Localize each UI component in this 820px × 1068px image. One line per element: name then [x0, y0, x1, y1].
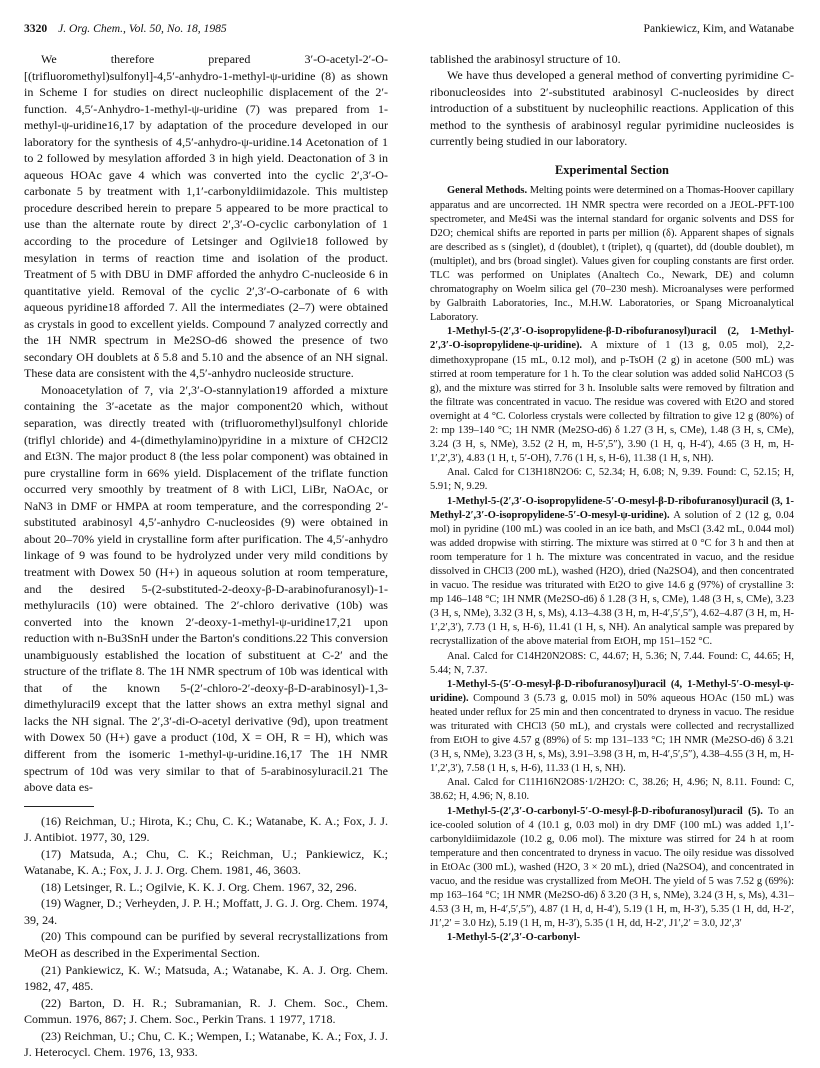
experimental-body: Anal. Calcd for C14H20N2O8S: C, 44.67; H, 5.36; N, 7.44. Found: C, 44.65; H, 5.44; N, 7.37. [430, 650, 794, 676]
footnote: (16) Reichman, U.; Hirota, K.; Chu, C. K.; Watanabe, K. A.; Fox, J. J. J. Antibiot. 1977, 30, 129. [24, 813, 388, 845]
experimental-section [430, 184, 794, 945]
right-column [430, 51, 794, 946]
body-paragraph: Monoacetylation of 7, via 2′,3′-O-stannylation19 afforded a mixture containing the 3′-acetate as the major component20 which, without separation, was directly treated with (trifluoromethyl)sulfonyl chloride (triflyl chloride) and 4-(dimethylamino)pyridine in a mixture of CH2Cl2 and Et3N. The major product 8 (the less polar component) was obtained in pure crystalline form in 66% yield. Displacement of the triflate function occurred very smoothly by treatment of 8 with LiCl, LiBr, NaOAc, or NaN3 in DMF or HMPA at room temperature, and the corresponding 2′-substituted arabinosyl 4,5′-anhydro C-nucleosides (9) were obtained in about 20–70% yield in crystalline form after purification. The 4,5′-anhydro linkage of 9 was found to be hydrolyzed under very mild conditions by treatment with Dowex 50 (H+) in aqueous solution at room temperature, and the desired 5-(2-substituted-2-deoxy-β-D-arabinofuranosyl)-1-methyluracils (10) were obtained. The 2′-chloro derivative (10b) was converted into the known 2′-deoxy-1-methyl-ψ-uridine17,21 upon reduction with n-Bu3SnH under the Barton's conditions.22 This conversion unambiguously established the location of substituent at C-2′ and the structure of the triflate 8. The 1H NMR spectrum of 10b was identical with that of the known 5-(2′-chloro-2′-deoxy-β-D-arabinosyl)-1,3-dimethyluracil9 except that the latter shows an extra methyl signal and lacks the NH signal. The 2′,3′-di-O-acetyl derivative (9d), upon treatment with Dowex 50 (H+) gave a product (10d, X = OH, R = H), which was different from the isomeric 1-methyl-ψ-uridine.16,17 The 1H NMR spectrum of 10d was very similar to that of 5-arabinosyluracil.21 The above data es- [24, 382, 388, 795]
header-authors: Pankiewicz, Kim, and Watanabe [643, 22, 794, 35]
experimental-paragraph [430, 495, 794, 650]
experimental-paragraph [430, 805, 794, 932]
experimental-body: Anal. Calcd for C13H18N2O6: C, 52.34; H, 6.08; N, 9.39. Found: C, 52.15; H, 5.91; N, 9.29. [430, 467, 794, 493]
footnote: (17) Matsuda, A.; Chu, C. K.; Reichman, U.; Pankiewicz, K.; Watanabe, K. A.; Fox, J. J. J. Org. Chem. 1981, 46, 3603. [24, 846, 388, 878]
running-header [24, 22, 794, 40]
footnote: (19) Wagner, D.; Verheyden, J. P. H.; Moffatt, J. G. J. Org. Chem. 1974, 39, 24. [24, 896, 388, 927]
page-number: 3320 [24, 22, 48, 35]
experimental-paragraph [430, 678, 794, 777]
experimental-paragraph [430, 931, 794, 945]
experimental-body: To an ice-cooled solution of 4 (10.1 g, 0.03 mol) in dry DMF (100 mL) was added 1,1′-carbonyldiimidazole (10.2 g, 0.06 mol). The mixture was stirred for 24 h at room temperature and then concentrated to dryness in vacuo. The oily residue was dissolved in EtOAc (300 mL), washed (H2O, 3 × 20 mL), dried (Na2SO4), and concentrated in vacuo, and the residue was crystallized from MeOH. The yield of 5 was 7.52 g (69%): mp 163–164 °C; 1H NMR (Me2SO-d6) δ 3.20 (3 H, s, NMe), 3.24 (3 H, s, Ms), 4.31–4.53 (3 H, m, H-4′,5′,5″), 4.87 (1 H, d, H-4′), 5.19 (1 H, m, H-3′), 5.35 (1 H, dd, H-2′, J1′,2′ = 3.0 Hz), 5.19 (1 H, m, H-3′), 5.35 (1 H, dd, H-2′, J1′,2′ = 3.0, J2′,3′ [430, 805, 794, 930]
section-title: Experimental Section [555, 163, 669, 178]
experimental-body: A solution of 2 (12 g, 0.04 mol) in pyridine (100 mL) was cooled in an ice bath, and MsCl (3.42 mL, 0.044 mol) was added dropwise with stirring. The mixture was stirred at 0 °C for 3 h and then at room temperature for 1 h. The mixture was concentrated in vacuo, and the residue dissolved in CHCl3 (200 mL), washed (H2O), dried (Na2SO4), and then concentrated in vacuo. The residue was triturated with Et2O to give 14.6 g (97%) of crystalline 3: mp 146–148 °C; 1H NMR (Me2SO-d6) δ 1.28 (3 H, s, CMe), 1.48 (3 H, s, CMe), 3.23 (3 H, s, NMe), 3.32 (3 H, s, Ms), 4.13–4.38 (3 H, m, H-4′,5′,5″), 4.62–4.87 (3 H, m, H-1′,2′,3′), 7.73 (1 H, s, H-6), 11.41 (1 H, s, NH). An analytical sample was prepared by recrystallization of the above material from EtOH, mp 151–152 °C. [430, 509, 794, 648]
experimental-heading: 1-Methyl-5-(5′-O-mesyl-β-D-ribofuranosyl)uracil (4, 1-Methyl-5′-O-mesyl-ψ-uridine). [430, 678, 794, 704]
experimental-heading: 1-Methyl-5-(2′,3′-O-isopropylidene-β-D-ribofuranosyl)uracil (2, 1-Methyl-2′,3′-O-isopropylidene-ψ-uridine). [430, 326, 794, 352]
experimental-body: Anal. Calcd for C11H16N2O8S·1/2H2O: C, 38.26; H, 4.96; N, 8.11. Found: C, 38.62; H, 4.96; N, 8.10. [430, 777, 794, 803]
experimental-heading: 1-Methyl-5-(2′,3′-O-carbonyl-5′-O-mesyl-β-D-ribofuranosyl)uracil (5). [447, 805, 763, 817]
experimental-paragraph [430, 650, 794, 678]
footnote: (18) Letsinger, R. L.; Ogilvie, K. K. J. Org. Chem. 1967, 32, 296. [41, 879, 357, 894]
body-paragraph: We have thus developed a general method of converting pyrimidine C-ribonucleosides into 2′-substituted arabinosyl C-nucleosides by direct introduction of a substituent by nucleophilic reactions. Application of this method to the synthesis of arabinosyl regular pyrimidine nucleosides is currently being studied in our laboratory. [430, 68, 794, 149]
body-paragraph: We therefore prepared 3′-O-acetyl-2′-O-[(trifluoromethyl)sulfonyl]-4,5′-anhydro-1-methyl-ψ-uridine (8) as shown in Scheme I for studies on direct nucleophilic displacement of the 2′-function. 4,5′-Anhydro-1-methyl-ψ-uridine (7) was prepared from 1-methyl-ψ-uridine16,17 by adaptation of the procedure developed in our laboratory for the synthesis of 4,5′-anhydro-ψ-uridine.14 Acetonation of 1 to 2 followed by mesylation afforded 3 in high yield. Deactonation of 3 in aqueous HOAc gave 4 which was converted into the cyclic 2′,3′-O-carbonate 5 by treatment with 1,1′-carbonyldiimidazole. This multistep procedure described herein to prepare 5 appeared to be more practical to use than the alternate route by direct 2′,3′-O-cyclic carbonylation of 1 according to the procedure of Letsinger and Ogilvie18 followed by mesylation in terms of reaction time and isolation of the product. Treatment of 5 with DBU in DMF afforded the anhydro C-nucleoside 6 in quantitative yield. Removal of the cyclic 2′,3′-O-carbonate of 6 with aqueous pyridine18 afforded 7. All the intermediates (2–7) were obtained as crystals in good to excellent yields. Compound 7 analyzed correctly and the 1H NMR spectrum in Me2SO-d6 showed the presence of two secondary OH doublets at δ 5.8 and 5.10 and the absence of an NH signal. These data are consistent with the 4,5′-anhydro nucleoside structure. [24, 52, 388, 381]
left-column [24, 51, 388, 1061]
experimental-body: Melting points were determined on a Thomas-Hoover capillary apparatus and are uncorrected. 1H NMR spectra were recorded on a JEOL-PFT-100 spectrometer, and Me4Si was the internal standard for organic solvents and DSS for D2O; chemical shifts are reported in parts per million (δ). Apparent shapes of signals are described as s (singlet), d (doublet), t (triplet), q (quartet), dd (double doublet), m (multiplet), and brs (broad singlet). Values given for coupling constants are first order. TLC was performed on Uniplates (Analtech Co., Newark, DE) and column chromatography on Woelm silica gel (70–230 mesh). Microanalyses were performed by Galbraith Laboratories, Inc., M.H.W. Laboratories, or Spang Microanalytical Laboratory. [430, 185, 795, 324]
footnote: (23) Reichman, U.; Chu, C. K.; Wempen, I.; Watanabe, K. A.; Fox, J. J. J. Heterocycl. Chem. 1976, 13, 933. [24, 1028, 388, 1060]
experimental-paragraph [430, 184, 794, 325]
experimental-body: A mixture of 1 (13 g, 0.05 mol), 2,2-dimethoxypropane (15 mL, 0.12 mol), and p-TsOH (2 g) in acetone (500 mL) was stirred at room temperature for 1 h. To the clear solution was added solid NaHCO3 (5 g), and the mixture was stirred for 3 h. Insoluble salts were removed by filtration and the filtrate was concentrated in vacuo. The residue was covered with Et2O and stored overnight at 4 °C. Colorless crystals were collected by filtration to give 12 g (80%) of 2: mp 139–140 °C; 1H NMR (Me2SO-d6) δ 1.27 (3 H, s, CMe), 1.48 (3 H, s, CMe), 3.24 (3 H, s, NMe), 3.52 (2 H, m, H-5′,5″), 3.90 (1 H, q, H-4′), 4.65 (3 H, m, H-1′,2′,3′), 4.83 (1 H, t, 5′-OH), 7.76 (1 H, s, H-6), 11.38 (1 H, s, NH). [430, 340, 794, 465]
experimental-heading: 1-Methyl-5-(2′,3′-O-isopropylidene-5′-O-mesyl-β-D-ribofuranosyl)uracil (3, 1-Methyl-2′,3′-O-isopropylidene-5′-O-mesyl-ψ-uridine). [430, 495, 794, 521]
body-paragraph: tablished the arabinosyl structure of 10. [430, 52, 621, 66]
experimental-body: Compound 3 (5.73 g, 0.015 mol) in 50% aqueous HOAc (150 mL) was heated under reflux for 25 min and then concentrated to dryness in vacuo. The residue was triturated with CHCl3 (50 mL), and crystals were collected and recrystallized from EtOH to give 4.57 g (89%) of 5: mp 131–133 °C; 1H NMR (Me2SO-d6) δ 3.21 (3 H, s, NMe), 3.23 (3 H, s, Ms), 3.91–3.98 (3 H, m, H-4′,5′,5″), 4.38–4.55 (3 H, m, H-1′,2′,3′), 7.58 (1 H, s, H-6), 11.33 (1 H, s, NH). [430, 692, 794, 775]
footnote: (21) Pankiewicz, K. W.; Matsuda, A.; Watanabe, K. A. J. Org. Chem. 1982, 47, 485. [24, 962, 388, 994]
experimental-heading: General Methods. [447, 185, 528, 197]
footnote: (20) This compound can be purified by several recrystallizations from MeOH as described in the Experimental Section. [24, 929, 388, 960]
header-left [24, 22, 235, 35]
footnote-rule [24, 806, 94, 807]
experimental-paragraph [430, 776, 794, 804]
experimental-paragraph [430, 466, 794, 494]
footnote: (22) Barton, D. H. R.; Subramanian, R. J. Chem. Soc., Chem. Commun. 1976, 867; J. Chem. Soc., Perkin Trans. 1 1977, 1718. [24, 995, 388, 1027]
journal-citation: J. Org. Chem., Vol. 50, No. 18, 1985 [58, 22, 227, 35]
experimental-heading: 1-Methyl-5-(2′,3′-O-carbonyl- [447, 932, 581, 944]
experimental-paragraph [430, 325, 794, 466]
